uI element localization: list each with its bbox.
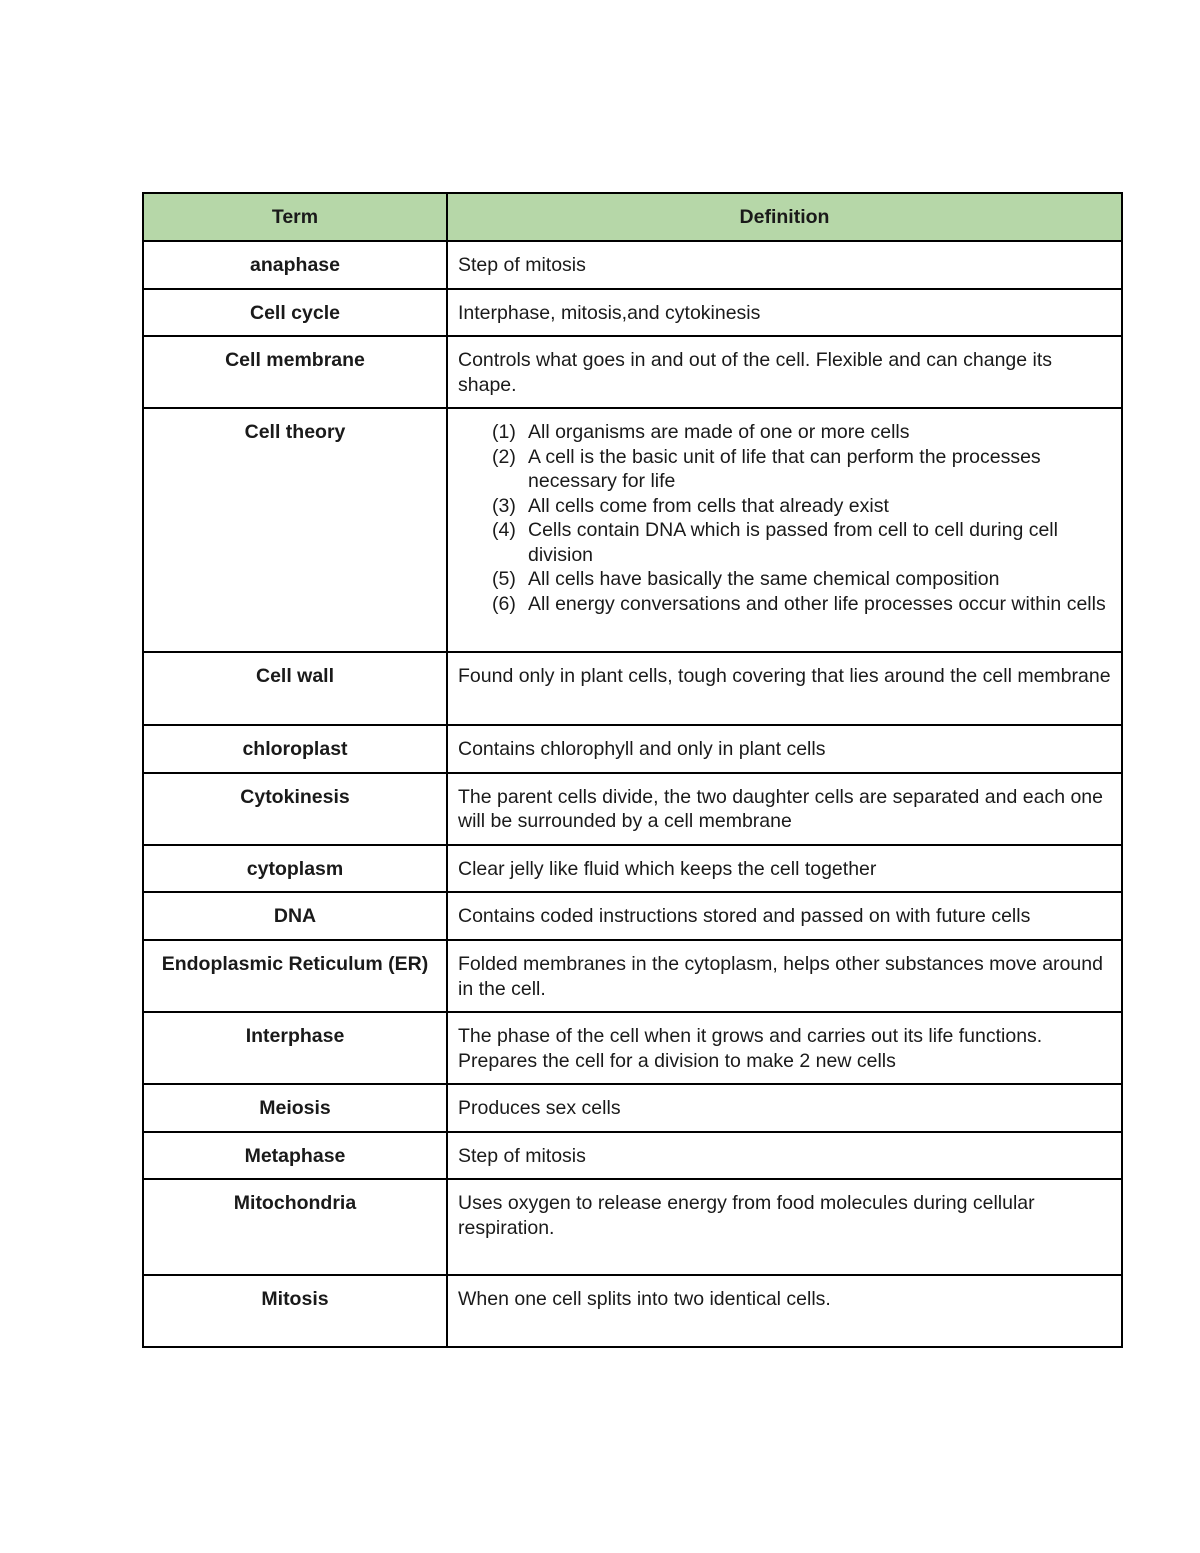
list-item: All cells come from cells that already exist bbox=[528, 494, 889, 517]
term-cell: Cell wall bbox=[143, 652, 447, 725]
term-cell: Mitochondria bbox=[143, 1179, 447, 1275]
list-item: All energy conversations and other life processes occur within cells bbox=[528, 592, 1106, 615]
term-cell: Cell cycle bbox=[143, 289, 447, 337]
cell-theory-list bbox=[458, 420, 1111, 616]
definition-cell: Step of mitosis bbox=[447, 1132, 1122, 1180]
definition-cell bbox=[447, 408, 1122, 652]
term-cell: chloroplast bbox=[143, 725, 447, 773]
definition-cell: The phase of the cell when it grows and carries out its life functions. Prepares the cell for a division to make 2 new cells bbox=[447, 1012, 1122, 1084]
list-item: Cells contain DNA which is passed from cell to cell during cell division bbox=[528, 519, 1058, 566]
term-cell: Cell theory bbox=[143, 408, 447, 652]
table-row bbox=[143, 845, 1122, 893]
term-cell: Mitosis bbox=[143, 1275, 447, 1347]
table-row bbox=[143, 1132, 1122, 1180]
definition-cell: Contains coded instructions stored and passed on with future cells bbox=[447, 892, 1122, 940]
glossary-table bbox=[142, 192, 1123, 1348]
table-row bbox=[143, 725, 1122, 773]
table-row bbox=[143, 1275, 1122, 1347]
list-item: A cell is the basic unit of life that can perform the processes necessary for life bbox=[528, 445, 1041, 492]
definition-cell: When one cell splits into two identical cells. bbox=[447, 1275, 1122, 1347]
term-cell: anaphase bbox=[143, 241, 447, 289]
definition-header: Definition bbox=[447, 193, 1122, 241]
table-row bbox=[143, 1012, 1122, 1084]
table-row bbox=[143, 1084, 1122, 1132]
definition-cell: Clear jelly like fluid which keeps the cell together bbox=[447, 845, 1122, 893]
table-row bbox=[143, 773, 1122, 845]
table-row bbox=[143, 652, 1122, 725]
list-item: All cells have basically the same chemical composition bbox=[528, 568, 1000, 590]
table-row bbox=[143, 241, 1122, 289]
definition-cell: Step of mitosis bbox=[447, 241, 1122, 289]
term-header: Term bbox=[143, 193, 447, 241]
definition-cell: The parent cells divide, the two daughter cells are separated and each one will be surrounded by a cell membrane bbox=[447, 773, 1122, 845]
term-cell: Cytokinesis bbox=[143, 773, 447, 845]
definition-cell: Interphase, mitosis,and cytokinesis bbox=[447, 289, 1122, 337]
term-cell: Interphase bbox=[143, 1012, 447, 1084]
table-row bbox=[143, 1179, 1122, 1275]
definition-cell: Produces sex cells bbox=[447, 1084, 1122, 1132]
definition-cell: Controls what goes in and out of the cell. Flexible and can change its shape. bbox=[447, 336, 1122, 408]
term-cell: Meiosis bbox=[143, 1084, 447, 1132]
definition-cell: Uses oxygen to release energy from food molecules during cellular respiration. bbox=[447, 1179, 1122, 1275]
definition-cell: Found only in plant cells, tough covering that lies around the cell membrane bbox=[447, 652, 1122, 725]
term-cell: Endoplasmic Reticulum (ER) bbox=[143, 940, 447, 1012]
table-row bbox=[143, 336, 1122, 408]
header-row bbox=[143, 193, 1122, 241]
definition-cell: Folded membranes in the cytoplasm, helps other substances move around in the cell. bbox=[447, 940, 1122, 1012]
term-cell: DNA bbox=[143, 892, 447, 940]
table-row bbox=[143, 940, 1122, 1012]
term-cell: Metaphase bbox=[143, 1132, 447, 1180]
term-cell: cytoplasm bbox=[143, 845, 447, 893]
table-row bbox=[143, 408, 1122, 652]
definition-cell: Contains chlorophyll and only in plant cells bbox=[447, 725, 1122, 773]
table-row bbox=[143, 892, 1122, 940]
list-item: All organisms are made of one or more cells bbox=[528, 421, 910, 443]
table-row bbox=[143, 289, 1122, 337]
term-cell: Cell membrane bbox=[143, 336, 447, 408]
